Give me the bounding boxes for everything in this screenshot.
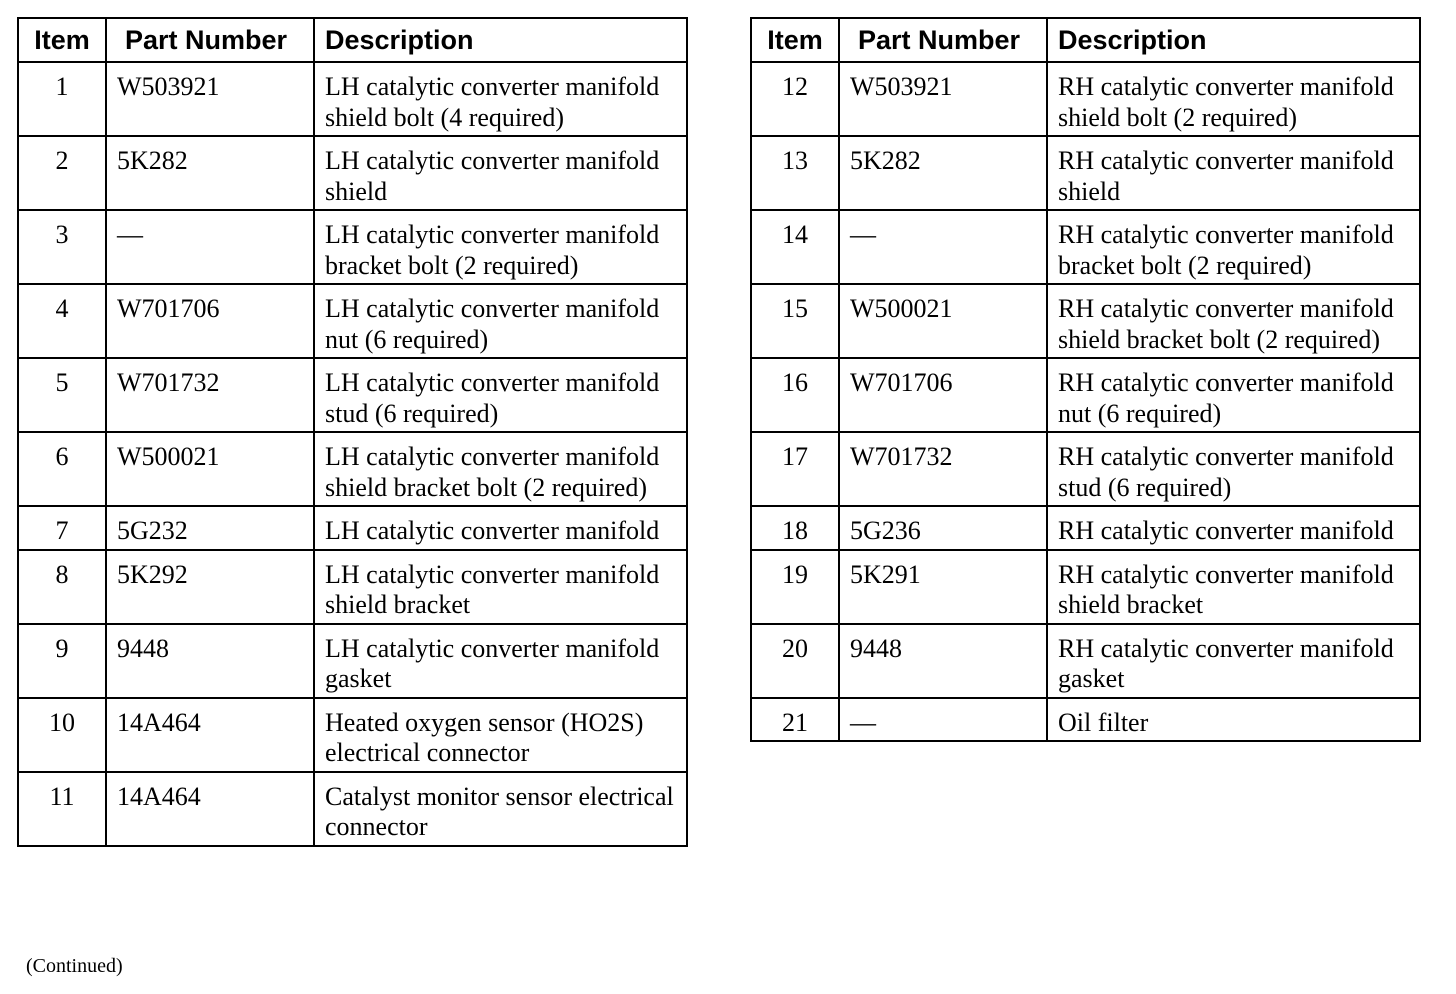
table-row — [751, 506, 1420, 550]
part-number-cell: — — [106, 210, 314, 284]
description-cell: RH catalytic converter manifold gasket — [1047, 624, 1420, 698]
description-cell: RH catalytic converter manifold — [1047, 506, 1420, 550]
item-number-cell: 18 — [751, 506, 839, 550]
part-number-cell: 5K291 — [839, 550, 1047, 624]
item-number-cell: 1 — [18, 62, 106, 136]
description-cell: Catalyst monitor sensor electrical connector — [314, 772, 687, 846]
part-number-cell: 5K292 — [106, 550, 314, 624]
part-number-cell: 9448 — [106, 624, 314, 698]
part-number-cell: W503921 — [106, 62, 314, 136]
part-number-cell: W500021 — [106, 432, 314, 506]
item-number-cell: 19 — [751, 550, 839, 624]
part-number-cell: 5K282 — [839, 136, 1047, 210]
item-number-cell: 2 — [18, 136, 106, 210]
item-number-cell: 4 — [18, 284, 106, 358]
description-cell: RH catalytic converter manifold shield — [1047, 136, 1420, 210]
table-row — [18, 624, 687, 698]
item-column-header: Item — [18, 18, 106, 62]
part-number-cell: 5G236 — [839, 506, 1047, 550]
table-row — [751, 284, 1420, 358]
description-cell: LH catalytic converter manifold stud (6 required) — [314, 358, 687, 432]
table-row — [18, 62, 687, 136]
table-row — [18, 358, 687, 432]
item-number-cell: 15 — [751, 284, 839, 358]
description-cell: LH catalytic converter manifold — [314, 506, 687, 550]
part-number-cell: 5G232 — [106, 506, 314, 550]
item-column-header: Item — [751, 18, 839, 62]
description-column-header: Description — [1047, 18, 1420, 62]
description-cell: RH catalytic converter manifold shield bolt (2 required) — [1047, 62, 1420, 136]
description-cell: LH catalytic converter manifold bracket bolt (2 required) — [314, 210, 687, 284]
description-cell: RH catalytic converter manifold bracket bolt (2 required) — [1047, 210, 1420, 284]
item-number-cell: 9 — [18, 624, 106, 698]
item-number-cell: 21 — [751, 698, 839, 742]
part-number-cell: W701732 — [106, 358, 314, 432]
part-number-cell: W701706 — [839, 358, 1047, 432]
description-cell: LH catalytic converter manifold shield bracket bolt (2 required) — [314, 432, 687, 506]
part-number-column-header: Part Number — [106, 18, 314, 62]
item-number-cell: 5 — [18, 358, 106, 432]
table-row — [18, 210, 687, 284]
table-row — [751, 624, 1420, 698]
item-number-cell: 16 — [751, 358, 839, 432]
table-row — [18, 772, 687, 846]
item-number-cell: 12 — [751, 62, 839, 136]
part-number-cell: 14A464 — [106, 772, 314, 846]
item-number-cell: 8 — [18, 550, 106, 624]
description-cell: RH catalytic converter manifold shield bracket bolt (2 required) — [1047, 284, 1420, 358]
table-header-row — [751, 18, 1420, 62]
parts-table-right-body — [751, 62, 1420, 741]
table-row — [751, 550, 1420, 624]
part-number-column-header: Part Number — [839, 18, 1047, 62]
item-number-cell: 14 — [751, 210, 839, 284]
table-row — [751, 136, 1420, 210]
continued-note: (Continued) — [26, 955, 123, 977]
parts-table-left-body — [18, 62, 687, 846]
table-row — [18, 136, 687, 210]
part-number-cell: 9448 — [839, 624, 1047, 698]
description-cell: LH catalytic converter manifold shield bolt (4 required) — [314, 62, 687, 136]
item-number-cell: 6 — [18, 432, 106, 506]
table-row — [18, 550, 687, 624]
table-header-row — [18, 18, 687, 62]
description-cell: RH catalytic converter manifold nut (6 required) — [1047, 358, 1420, 432]
description-cell: LH catalytic converter manifold shield bracket — [314, 550, 687, 624]
table-row — [751, 698, 1420, 742]
item-number-cell: 10 — [18, 698, 106, 772]
part-number-cell: W500021 — [839, 284, 1047, 358]
description-column-header: Description — [314, 18, 687, 62]
table-row — [18, 698, 687, 772]
part-number-cell: W701706 — [106, 284, 314, 358]
parts-table-left — [17, 17, 688, 847]
table-row — [18, 506, 687, 550]
part-number-cell: W701732 — [839, 432, 1047, 506]
item-number-cell: 3 — [18, 210, 106, 284]
item-number-cell: 20 — [751, 624, 839, 698]
description-cell: LH catalytic converter manifold nut (6 required) — [314, 284, 687, 358]
table-row — [751, 62, 1420, 136]
part-number-cell: — — [839, 698, 1047, 742]
description-cell: Heated oxygen sensor (HO2S) electrical connector — [314, 698, 687, 772]
part-number-cell: — — [839, 210, 1047, 284]
table-row — [18, 432, 687, 506]
item-number-cell: 11 — [18, 772, 106, 846]
item-number-cell: 7 — [18, 506, 106, 550]
table-row — [18, 284, 687, 358]
part-number-cell: 5K282 — [106, 136, 314, 210]
table-row — [751, 210, 1420, 284]
description-cell: LH catalytic converter manifold gasket — [314, 624, 687, 698]
parts-table-right — [750, 17, 1421, 742]
item-number-cell: 13 — [751, 136, 839, 210]
item-number-cell: 17 — [751, 432, 839, 506]
table-row — [751, 432, 1420, 506]
part-number-cell: W503921 — [839, 62, 1047, 136]
description-cell: RH catalytic converter manifold stud (6 required) — [1047, 432, 1420, 506]
description-cell: Oil filter — [1047, 698, 1420, 742]
description-cell: LH catalytic converter manifold shield — [314, 136, 687, 210]
description-cell: RH catalytic converter manifold shield bracket — [1047, 550, 1420, 624]
table-row — [751, 358, 1420, 432]
part-number-cell: 14A464 — [106, 698, 314, 772]
